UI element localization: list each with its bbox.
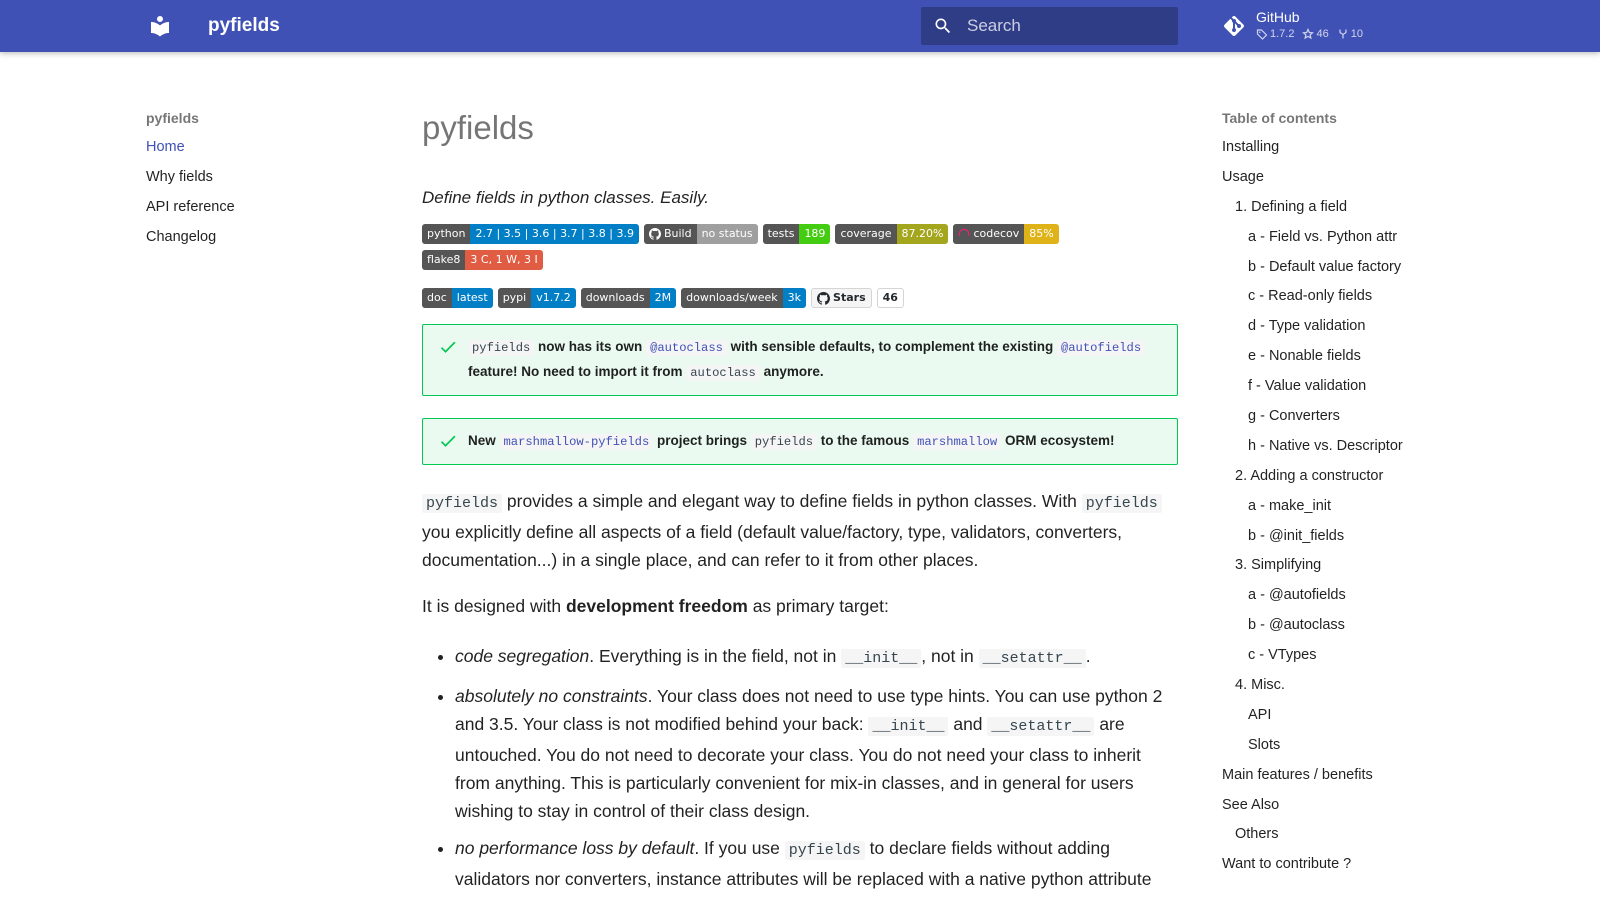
toc-item[interactable]: b - @autoclass	[1248, 617, 1345, 634]
repo-facts	[1256, 27, 1363, 41]
badge-label-text: pypi	[502, 291, 527, 304]
repo-forks: 10	[1337, 27, 1363, 41]
inline-code: __init__	[841, 649, 921, 668]
autoclass-link[interactable]: @autoclass	[646, 340, 727, 356]
badge-label	[498, 288, 532, 308]
badge-label	[763, 224, 800, 244]
text: now has its own	[534, 339, 647, 354]
book-logo-icon[interactable]	[148, 14, 172, 38]
page-title: pyfields	[422, 109, 534, 146]
badge-label-text: doc	[427, 291, 447, 304]
toc-item[interactable]: b - @init_fields	[1248, 527, 1345, 544]
badge-value: 85%	[1024, 224, 1058, 244]
toc-item[interactable]: a - Field vs. Python attr	[1248, 228, 1398, 245]
inline-code: __init__	[868, 717, 948, 736]
badge-label	[422, 250, 465, 270]
badge-label	[835, 224, 896, 244]
toc-item[interactable]: 4. Misc.	[1235, 677, 1285, 694]
text: . If you use	[694, 838, 785, 858]
inline-code: pyfields	[751, 434, 817, 450]
intro-paragraph	[422, 487, 1178, 574]
text: anymore.	[759, 364, 824, 379]
main-content	[422, 108, 1178, 902]
badge-label	[953, 224, 1024, 244]
site-title[interactable]: pyfields	[208, 15, 280, 36]
badge-value: 87.20%	[897, 224, 949, 244]
toc-item[interactable]: See Also	[1222, 796, 1280, 813]
marshmallow-pyfields-link[interactable]: marshmallow-pyfields	[500, 434, 654, 450]
badge-label	[422, 224, 470, 244]
badges-row-2	[422, 288, 1178, 308]
text: . Everything is in the field, not in	[589, 646, 842, 666]
toc-title: Table of contents	[1222, 110, 1337, 126]
toc-item[interactable]: d - Type validation	[1248, 318, 1366, 335]
emphasis: no performance loss by default	[455, 838, 695, 858]
inline-code: pyfields	[422, 494, 502, 513]
toc-item[interactable]: Installing	[1222, 139, 1280, 155]
toc-item[interactable]: g - Converters	[1248, 408, 1340, 425]
github-icon	[649, 228, 661, 240]
badge-downloads-week[interactable]	[681, 288, 806, 308]
badge-value: 3k	[783, 288, 806, 308]
badge-downloads[interactable]	[581, 288, 676, 308]
toc-item[interactable]: API	[1248, 706, 1272, 723]
search-input[interactable]	[967, 7, 1167, 45]
toc-item[interactable]: f - Value validation	[1248, 378, 1367, 395]
text: with sensible defaults, to complement the existing	[726, 339, 1057, 354]
inline-code: __setattr__	[987, 717, 1094, 736]
text: It is designed with	[422, 596, 566, 616]
feature-list	[422, 642, 1178, 893]
stars-button[interactable]	[811, 288, 872, 308]
badge-codecov[interactable]	[953, 224, 1058, 244]
text: to the famous	[817, 433, 914, 448]
badges-row-1	[422, 224, 1178, 270]
check-icon	[438, 337, 458, 357]
tagline: Define fields in python classes. Easily.	[422, 188, 709, 207]
badge-value: 189	[799, 224, 830, 244]
tag-icon	[1256, 28, 1268, 40]
badge-coverage[interactable]	[835, 224, 948, 244]
toc-item[interactable]: 3. Simplifying	[1235, 557, 1322, 574]
badge-label-text: Build	[663, 227, 692, 240]
list-item	[455, 834, 1178, 893]
toc-item[interactable]: a - make_init	[1248, 497, 1332, 514]
toc-item[interactable]: Main features / benefits	[1222, 766, 1373, 783]
badge-label-text: downloads/week	[686, 291, 778, 304]
list-item	[455, 642, 1178, 673]
top-header	[0, 0, 1600, 52]
text: as primary target:	[747, 596, 889, 616]
repo-link[interactable]	[1222, 8, 1422, 44]
design-paragraph	[422, 592, 1178, 620]
badge-label-text: codecov	[973, 227, 1020, 240]
toc-item[interactable]: c - VTypes	[1248, 647, 1317, 664]
badge-label-text: tests	[767, 227, 795, 240]
toc-item[interactable]: c - Read-only fields	[1248, 288, 1373, 305]
text: . Your class does not need to use type hints. You can use python 2 and 3.5. Your class is not modified behind your back:	[455, 686, 1163, 734]
text: New	[468, 433, 500, 448]
autofields-link[interactable]: @autofields	[1057, 340, 1145, 356]
toc-item[interactable]: Usage	[1222, 168, 1264, 185]
badge-label-text: coverage	[840, 227, 892, 240]
success-admonition-marshmallow	[422, 418, 1178, 465]
inline-code: autoclass	[686, 365, 760, 381]
repo-name: GitHub	[1256, 9, 1300, 25]
inline-code: pyfields	[468, 340, 534, 356]
fork-icon	[1337, 28, 1349, 40]
badge-value: 3 C, 1 W, 3 I	[465, 250, 542, 270]
badge-label-text: python	[427, 227, 466, 240]
search-box[interactable]	[921, 7, 1178, 45]
text: ORM ecosystem!	[1001, 433, 1115, 448]
badge-label	[422, 288, 452, 308]
emphasis: absolutely no constraints	[455, 686, 648, 706]
toc-item[interactable]: Want to contribute ?	[1222, 856, 1352, 873]
nav-item-why-fields[interactable]: Why fields	[146, 169, 213, 185]
toc-item[interactable]: 2. Adding a constructor	[1235, 467, 1384, 484]
text: and	[948, 714, 988, 734]
text: project brings	[653, 433, 751, 448]
toc-item[interactable]: 1. Defining a field	[1235, 198, 1348, 215]
github-stars-button[interactable]	[811, 288, 904, 308]
text: feature! No need to import it from	[468, 364, 687, 379]
success-admonition-autoclass	[422, 324, 1178, 396]
badge-build[interactable]	[644, 224, 758, 244]
badge-label	[644, 224, 697, 244]
badge-value: 2.7 | 3.5 | 3.6 | 3.7 | 3.8 | 3.9	[470, 224, 638, 244]
codecov-icon	[958, 228, 970, 240]
nav-title: pyfields	[146, 110, 199, 126]
table-of-contents	[1222, 108, 1482, 885]
toc-item[interactable]: e - Nonable fields	[1248, 348, 1361, 365]
bold-text: development freedom	[565, 596, 748, 616]
badge-value: latest	[452, 288, 493, 308]
primary-nav	[146, 108, 396, 258]
badge-label	[581, 288, 650, 308]
toc-item[interactable]: h - Native vs. Descriptor	[1248, 437, 1403, 454]
badge-label	[681, 288, 783, 308]
inline-code: pyfields	[1082, 494, 1162, 513]
marshmallow-link[interactable]: marshmallow	[913, 434, 1001, 450]
text: .	[1085, 646, 1091, 666]
text: , not in	[921, 646, 979, 666]
list-item	[455, 682, 1178, 825]
toc-item[interactable]: Others	[1235, 826, 1279, 843]
badge-tests[interactable]	[763, 224, 831, 244]
badge-doc[interactable]	[422, 288, 493, 308]
check-icon	[438, 431, 458, 451]
badge-value: v1.7.2	[531, 288, 576, 308]
star-icon	[1302, 28, 1314, 40]
badge-pypi[interactable]	[498, 288, 576, 308]
nav-item-api-reference[interactable]: API reference	[146, 199, 235, 215]
badge-value: no status	[697, 224, 758, 244]
badge-flake8[interactable]	[422, 250, 543, 270]
stars-count[interactable]: 46	[877, 288, 904, 308]
emphasis: code segregation	[455, 646, 590, 666]
text: you explicitly define all aspects of a field (default value/factory, type, validators, converters, documentation...) in a single place, and can refer to it from other places.	[422, 522, 1123, 570]
git-icon	[1222, 14, 1246, 38]
badge-value: 2M	[650, 288, 677, 308]
badge-label-text: downloads	[585, 291, 645, 304]
text: to declare fields without adding validators nor converters, instance attributes will be replaced with a native python attribute	[455, 838, 1152, 889]
github-icon	[817, 292, 830, 305]
repo-stars: 46	[1302, 27, 1328, 41]
nav-item-home[interactable]: Home	[146, 139, 185, 155]
inline-code: pyfields	[785, 841, 865, 860]
badge-python[interactable]	[422, 224, 639, 244]
text: are untouched. You do not need to decorate your class. You do not need your class to inherit from anything. This is particularly convenient for mix-in classes, and in general for users wishing to stay in control of their class design.	[455, 714, 1141, 821]
repo-version: 1.7.2	[1256, 27, 1294, 41]
nav-item-changelog[interactable]: Changelog	[146, 229, 217, 245]
search-icon	[933, 16, 953, 36]
inline-code: __setattr__	[979, 649, 1086, 668]
badge-label-text: flake8	[427, 253, 461, 266]
toc-item[interactable]: b - Default value factory	[1248, 258, 1402, 275]
stars-label: Stars	[833, 291, 866, 304]
toc-item[interactable]: Slots	[1248, 736, 1281, 753]
text: provides a simple and elegant way to define fields in python classes. With	[502, 491, 1082, 511]
toc-item[interactable]: a - @autofields	[1248, 587, 1346, 604]
